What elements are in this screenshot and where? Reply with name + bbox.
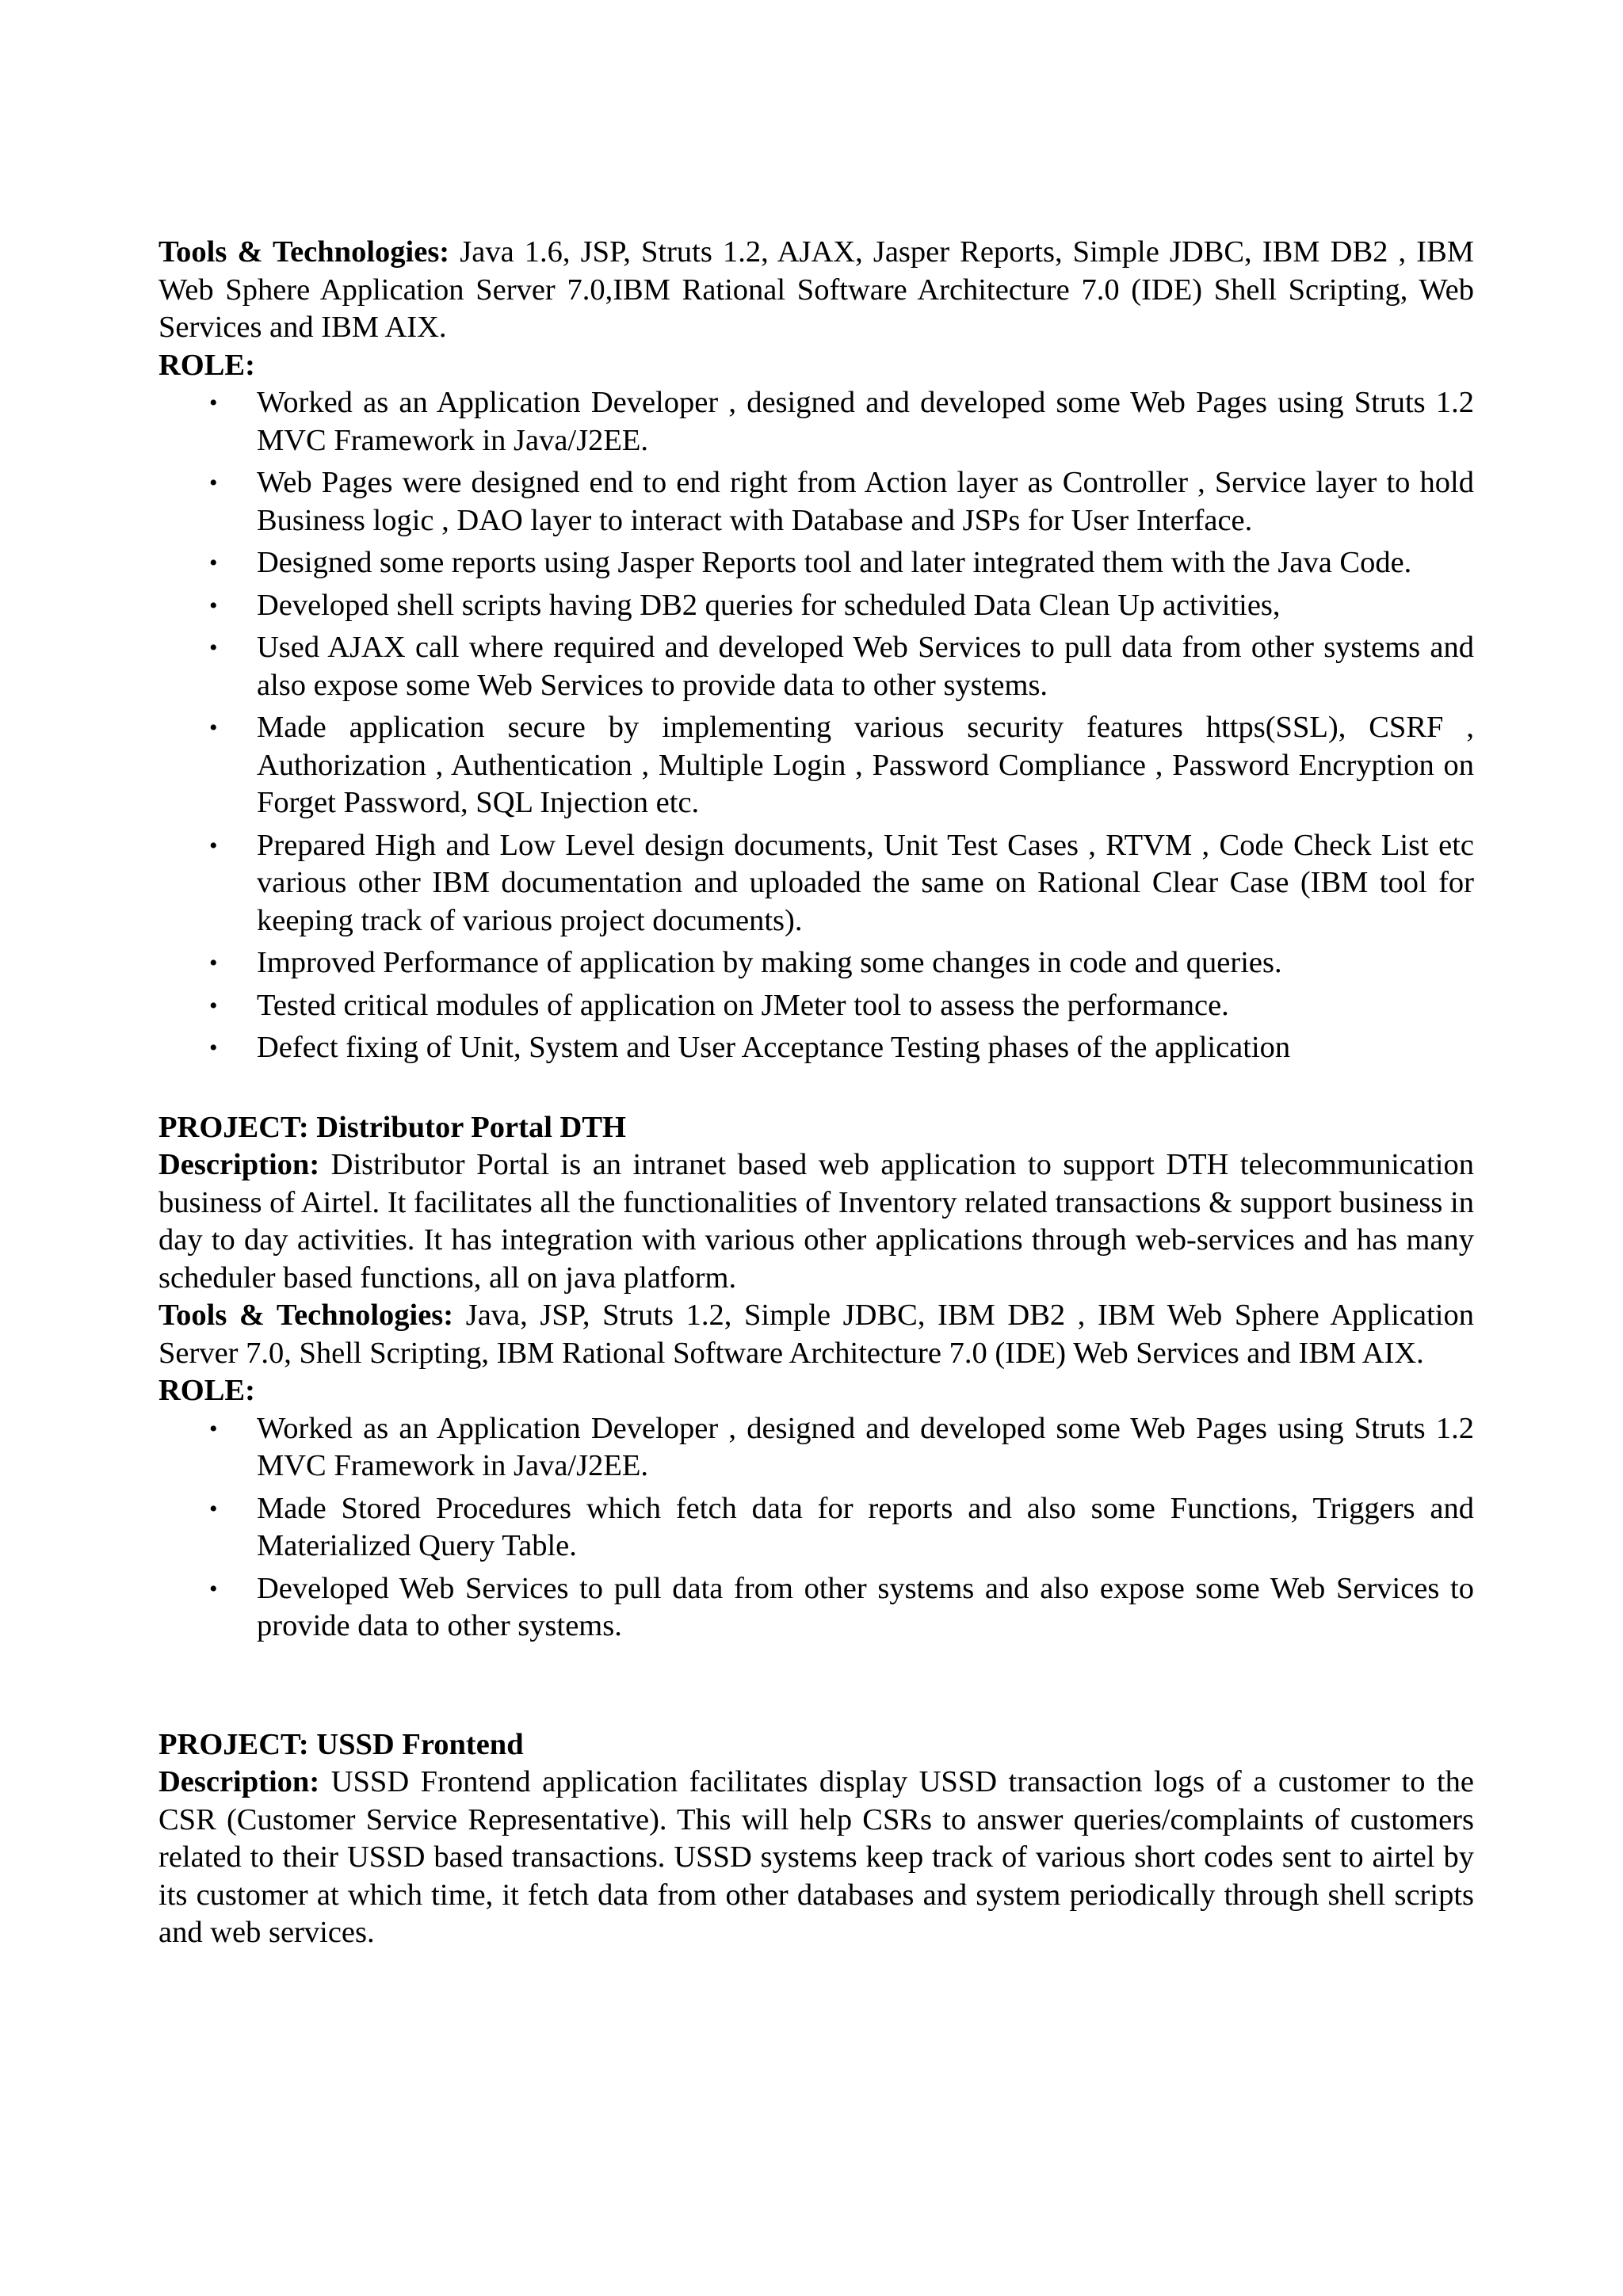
description-text: Distributor Portal is an intranet based web application to support DTH telecommunication business of Airtel. It facilitates all the functionalities of Inventory related transactions & support business in day to day activities. It has integration with various other applications through web-services and has many scheduler based functions, all on java platform. [158, 1148, 1474, 1295]
bullet-icon: • [209, 1495, 218, 1522]
bullet-icon: • [209, 832, 218, 859]
list-item: • Tested critical modules of application on JMeter tool to assess the performance. [158, 987, 1474, 1025]
description-label: Description: [158, 1765, 320, 1798]
bullet-icon: • [209, 1035, 218, 1061]
list-item: • Worked as an Application Developer , designed and developed some Web Pages using Struts 1.2 MVC Framework in Java/J2EE. [209, 1411, 1474, 1482]
bullet-icon: • [209, 390, 218, 416]
role-bullet-list [158, 384, 1474, 1067]
list-item: • Worked as an Application Developer , designed and developed some Web Pages using Struts 1.2 MVC Framework in Java/J2EE. [209, 386, 1474, 457]
bullet-icon: • [209, 635, 218, 661]
project-title: PROJECT: Distributor Portal DTH [158, 1110, 626, 1144]
list-item: • Designed some reports using Jasper Reports tool and later integrated them with the Java Code. [158, 544, 1474, 582]
list-item: • Developed shell scripts having DB2 queries for scheduled Data Clean Up activities, [158, 587, 1474, 625]
document-page [158, 234, 1474, 1952]
tools-paragraph [158, 234, 1474, 347]
role-bullet-list [158, 1410, 1474, 1646]
list-item: • Improved Performance of application by making some changes in code and queries. [158, 944, 1474, 982]
role-heading: ROLE: [158, 1374, 255, 1407]
tools-label: Tools & Technologies: [158, 235, 450, 269]
description-text: USSD Frontend application facilitates display USSD transaction logs of a customer to the CSR (Customer Service Representative). This will help CSRs to answer queries/complaints of customers related to their USSD based transactions. USSD systems keep track of various short codes sent to airtel by its customer at which time, it fetch data from other databases and system periodically through shell scripts and web services. [158, 1765, 1474, 1949]
bullet-icon: • [209, 992, 218, 1019]
bullet-icon: • [209, 470, 218, 496]
description-label: Description: [158, 1148, 320, 1181]
bullet-icon: • [209, 950, 218, 976]
bullet-icon: • [209, 1415, 218, 1442]
list-item: • Prepared High and Low Level design documents, Unit Test Cases , RTVM , Code Check List etc various other IBM documentation and uploaded the same on Rational Clear Case (IBM tool for keeping track of various project documents). [209, 828, 1474, 937]
spacer [158, 1072, 1474, 1109]
bullet-icon: • [209, 1575, 218, 1602]
description-paragraph [158, 1764, 1474, 1952]
description-paragraph [158, 1146, 1474, 1297]
tools-text: Java, JSP, Struts 1.2, Simple JDBC, IBM DB2 , IBM Web Sphere Application Server 7.0, Shell Scripting, IBM Rational Software Architecture 7.0 (IDE) Web Services and IBM AIX. [158, 1299, 1474, 1370]
tools-text: Java 1.6, JSP, Struts 1.2, AJAX, Jasper Reports, Simple JDBC, IBM DB2 , IBM Web Sphere Application Server 7.0,IBM Rational Software Architecture 7.0 (IDE) Shell Scripting, Web Services and IBM AIX. [158, 235, 1474, 344]
tools-label: Tools & Technologies: [158, 1299, 454, 1332]
list-item: • Used AJAX call where required and developed Web Services to pull data from other systems and also expose some Web Services to provide data to other systems. [209, 631, 1474, 702]
list-item: • Made Stored Procedures which fetch data for reports and also some Functions, Triggers and Materialized Query Table. [209, 1491, 1474, 1562]
project-title: PROJECT: USSD Frontend [158, 1727, 524, 1761]
bullet-icon: • [209, 550, 218, 576]
role-heading: ROLE: [158, 348, 255, 382]
tools-paragraph [158, 1297, 1474, 1372]
spacer [158, 1650, 1474, 1726]
list-item: • Web Pages were designed end to end right from Action layer as Controller , Service layer to hold Business logic , DAO layer to interact with Database and JSPs for User Interface. [209, 466, 1474, 537]
list-item: • Developed Web Services to pull data from other systems and also expose some Web Services to provide data to other systems. [209, 1571, 1474, 1642]
bullet-icon: • [209, 592, 218, 619]
bullet-icon: • [209, 715, 218, 741]
list-item: • Defect fixing of Unit, System and User Acceptance Testing phases of the application [158, 1029, 1474, 1067]
list-item: • Made application secure by implementing various security features https(SSL), CSRF , Authorization , Authentication , Multiple Login , Password Compliance , Password Encryption on Forget Password, SQL Injection etc. [209, 711, 1474, 819]
